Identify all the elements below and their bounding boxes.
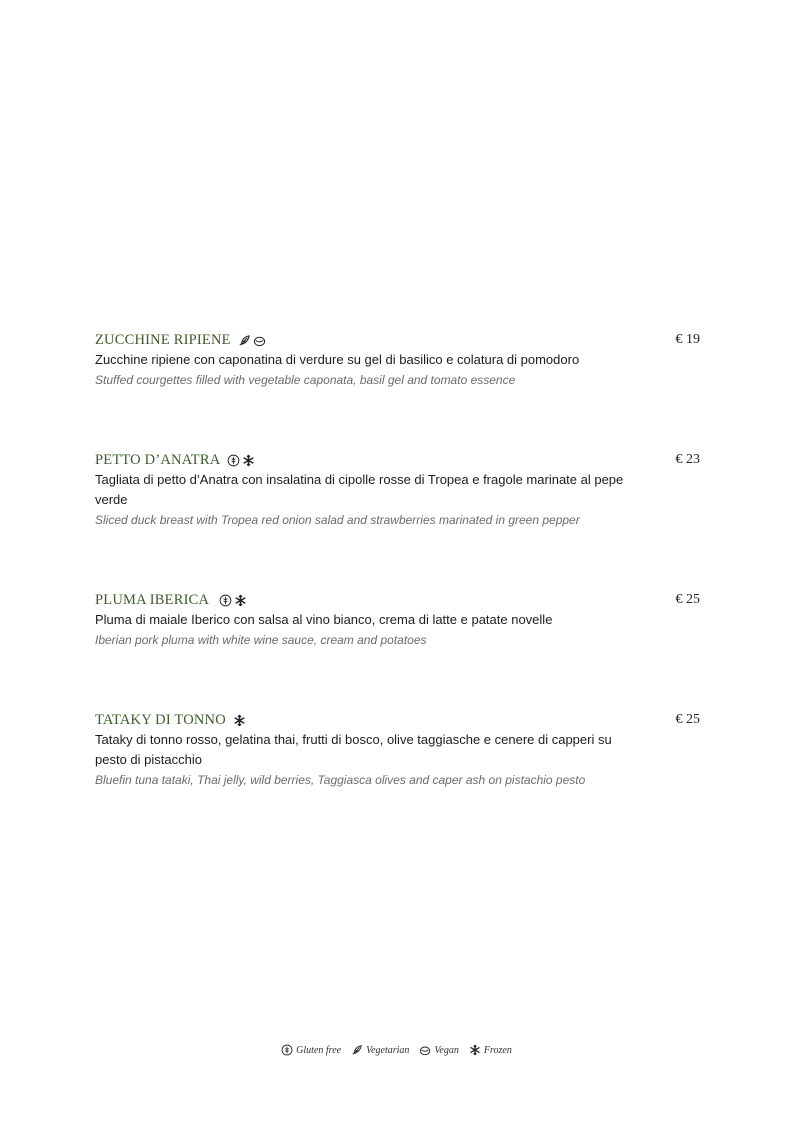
dish-price: € 25 (675, 712, 700, 727)
gluten-free-icon (281, 1044, 293, 1056)
dish-name: ZUCCHINE RIPIENE (95, 331, 231, 348)
dish-item (95, 450, 700, 590)
vegetarian-icon (238, 334, 251, 347)
gluten-free-icon (227, 454, 240, 467)
dish-price: € 25 (675, 592, 700, 607)
dish-icons (227, 454, 255, 467)
dish-icons (238, 334, 266, 347)
dish-title-row (95, 330, 700, 350)
dish-description-it: Pluma di maiale Iberico con salsa al vino bianco, crema di latte e patate novelle (95, 612, 553, 627)
dish-title-row (95, 710, 700, 730)
legend-vegan (419, 1044, 458, 1056)
menu-list (95, 330, 700, 790)
dish-name: PETTO D’ANATRA (95, 451, 221, 468)
dish-title-row (95, 590, 700, 610)
frozen-icon (242, 454, 255, 467)
dish-icons (219, 594, 247, 607)
vegan-icon (253, 334, 266, 347)
dish-item (95, 590, 700, 710)
dish-description-en: Bluefin tuna tataki, Thai jelly, wild berries, Taggiasca olives and caper ash on pistachio pesto (95, 773, 586, 787)
dish-title-row (95, 450, 700, 470)
legend-label: Gluten free (296, 1044, 342, 1056)
dish-description-it: Tagliata di petto d’Anatra con insalatina di cipolle rosse di Tropea e fragole marinate al pepe verde (95, 472, 624, 507)
legend-label: Frozen (483, 1044, 512, 1056)
dish-item (95, 330, 700, 450)
dish-name: TATAKY DI TONNO (95, 711, 226, 728)
vegan-icon (419, 1044, 431, 1056)
dish-icons (233, 714, 246, 727)
dish-price: € 19 (675, 332, 700, 347)
legend-label: Vegan (434, 1044, 459, 1056)
dish-description-en: Stuffed courgettes filled with vegetable caponata, basil gel and tomato essence (95, 373, 516, 387)
vegetarian-icon (351, 1044, 363, 1056)
dish-description-en: Sliced duck breast with Tropea red onion salad and strawberries marinated in green pepper (95, 513, 580, 527)
legend-vegetarian (351, 1044, 409, 1056)
dish-item (95, 710, 700, 790)
dish-price: € 23 (675, 452, 700, 467)
frozen-icon (469, 1044, 481, 1056)
allergen-legend (0, 1044, 793, 1056)
legend-gluten-free (281, 1044, 341, 1056)
frozen-icon (233, 714, 246, 727)
gluten-free-icon (219, 594, 232, 607)
frozen-icon (234, 594, 247, 607)
dish-description-it: Zucchine ripiene con caponatina di verdure su gel di basilico e colatura di pomodoro (95, 352, 580, 367)
dish-description-it: Tataky di tonno rosso, gelatina thai, frutti di bosco, olive taggiasche e cenere di capperi su pesto di pistacchio (95, 732, 612, 767)
legend-frozen (469, 1044, 512, 1056)
legend-label: Vegetarian (366, 1044, 410, 1056)
dish-name: PLUMA IBERICA (95, 591, 210, 608)
dish-description-en: Iberian pork pluma with white wine sauce, cream and potatoes (95, 633, 427, 647)
